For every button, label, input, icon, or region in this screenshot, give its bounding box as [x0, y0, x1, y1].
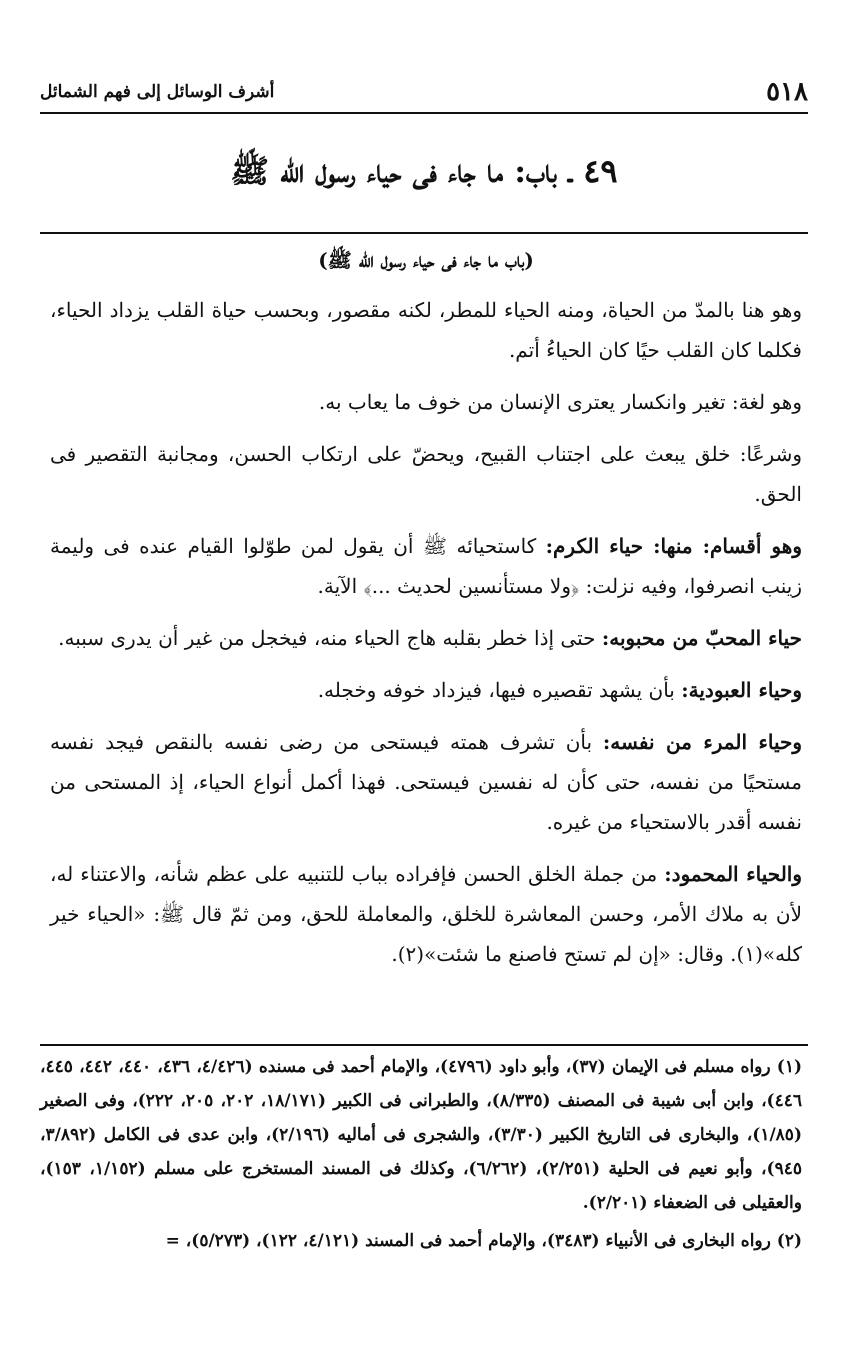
paragraph-text: من جملة الخلق الحسن فإفراده بباب للتنبيه على عظم شأنه، والاعتناء له، لأن به ملاك الأمر، وحسن المعاشرة للخلق، والمعاملة للحق، ومن ثمّ قال ﷺ: «الحياء خير كله»(١). وقال: «إن لم تستح فاصنع ما شئت»(٢).: [50, 862, 802, 966]
paragraph-lead: وهو أقسام: منها: حياء الكرم:: [545, 534, 802, 558]
page-number: ٥١٨: [766, 77, 808, 107]
paragraph: [50, 722, 802, 842]
running-title: أشرف الوسائل إلى فهم الشمائل: [40, 82, 275, 102]
chapter-divider: [40, 232, 808, 234]
paragraph-text: وهو هنا بالمدّ من الحياة، ومنه الحياء للمطر، لكنه مقصور، وبحسب حياة القلب يزداد الحياء، فكلما كان القلب حيًا كان الحياءُ أتم.: [50, 298, 802, 362]
footnote: (٢) رواه البخارى فى الأنبياء (٣٤٨٣)، والإمام أحمد فى المسند (٤/١٢١، ١٢٢)، (٥/٢٧٣)، =: [165, 1231, 802, 1251]
paragraph-lead: وحياء المرء من نفسه:: [602, 730, 803, 754]
paragraph-text: وهو لغة: تغير وانكسار يعترى الإنسان من خوف ما يعاب به.: [318, 390, 802, 414]
paragraph: [50, 382, 802, 422]
paragraph: [50, 526, 802, 606]
paragraph: [50, 434, 802, 514]
page-header: [40, 72, 808, 114]
footnote: (١) رواه مسلم فى الإيمان (٣٧)، وأبو داود (٤٧٩٦)، والإمام أحمد فى مسنده (٤/٤٢٦، ٤٣٦، ٤٤٠، ٤٤٢، ٤٤٥، ٤٤٦)، وابن أبى شيبة فى المصنف (٨/٣٣٥)، والطبرانى فى الكبير (١٨/١٧١، ٢٠٢، ٢٠٥، ٢٢٢)، وفى الصغير (١/٨٥)، والبخارى فى التاريخ الكبير (٣/٣٠)، والشجرى فى أماليه (٢/١٩٦)، وابن عدى فى الكامل (٣/٨٩٢، ٩٤٥)، وأبو نعيم فى الحلية (٢/٢٥١)، (٦/٢٦٢)، وكذلك فى المسند المستخرج على مسلم (١/١٥٢، ١٥٣)، والعقيلى فى الضعفاء (٢/٢٠١).: [40, 1057, 803, 1213]
paragraph: [50, 854, 802, 974]
section-heading: (باب ما جاء فى حياء رسول الله ﷺ): [318, 248, 534, 272]
paragraph-lead: وحياء العبودية:: [681, 678, 802, 702]
paragraph-lead: والحياء المحمود:: [664, 862, 802, 886]
main-text: [50, 240, 802, 986]
paragraph: [50, 670, 802, 710]
paragraph-text: كاستحيائه ﷺ أن يقول لمن طوّلوا القيام عنده فى وليمة زينب انصرفوا، وفيه نزلت: ﴿ولا مستأنسين لحديث ...﴾ الآية.: [50, 534, 802, 598]
paragraph-text: حتى إذا خطر بقلبه هاج الحياء منه، فيخجل من غير أن يدرى سببه.: [58, 626, 596, 650]
footnotes: [40, 1050, 802, 1262]
paragraph: [50, 618, 802, 658]
paragraph: [50, 290, 802, 370]
paragraph-lead: حياء المحبّ من محبوبه:: [601, 626, 802, 650]
paragraph-text: وشرعًا: خلق يبعث على اجتناب القبيح، ويحضّ على ارتكاب الحسن، ومجانبة التقصير فى الحق.: [50, 442, 802, 506]
footnote-divider: [40, 1044, 808, 1046]
paragraph-text: بأن تشرف همته فيستحى من رضى نفسه بالنقص فيجد نفسه مستحيًا من نفسه، حتى كأن له نفسين فيستحى. فهذا أكمل أنواع الحياء، إذ المستحى من نفسه أقدر بالاستحياء من غيره.: [50, 730, 802, 834]
paragraph-text: بأن يشهد تقصيره فيها، فيزداد خوفه وخجله.: [317, 678, 675, 702]
chapter-title: ٤٩ ـ باب: ما جاء فى حياء رسول الله ﷺ: [230, 152, 618, 190]
